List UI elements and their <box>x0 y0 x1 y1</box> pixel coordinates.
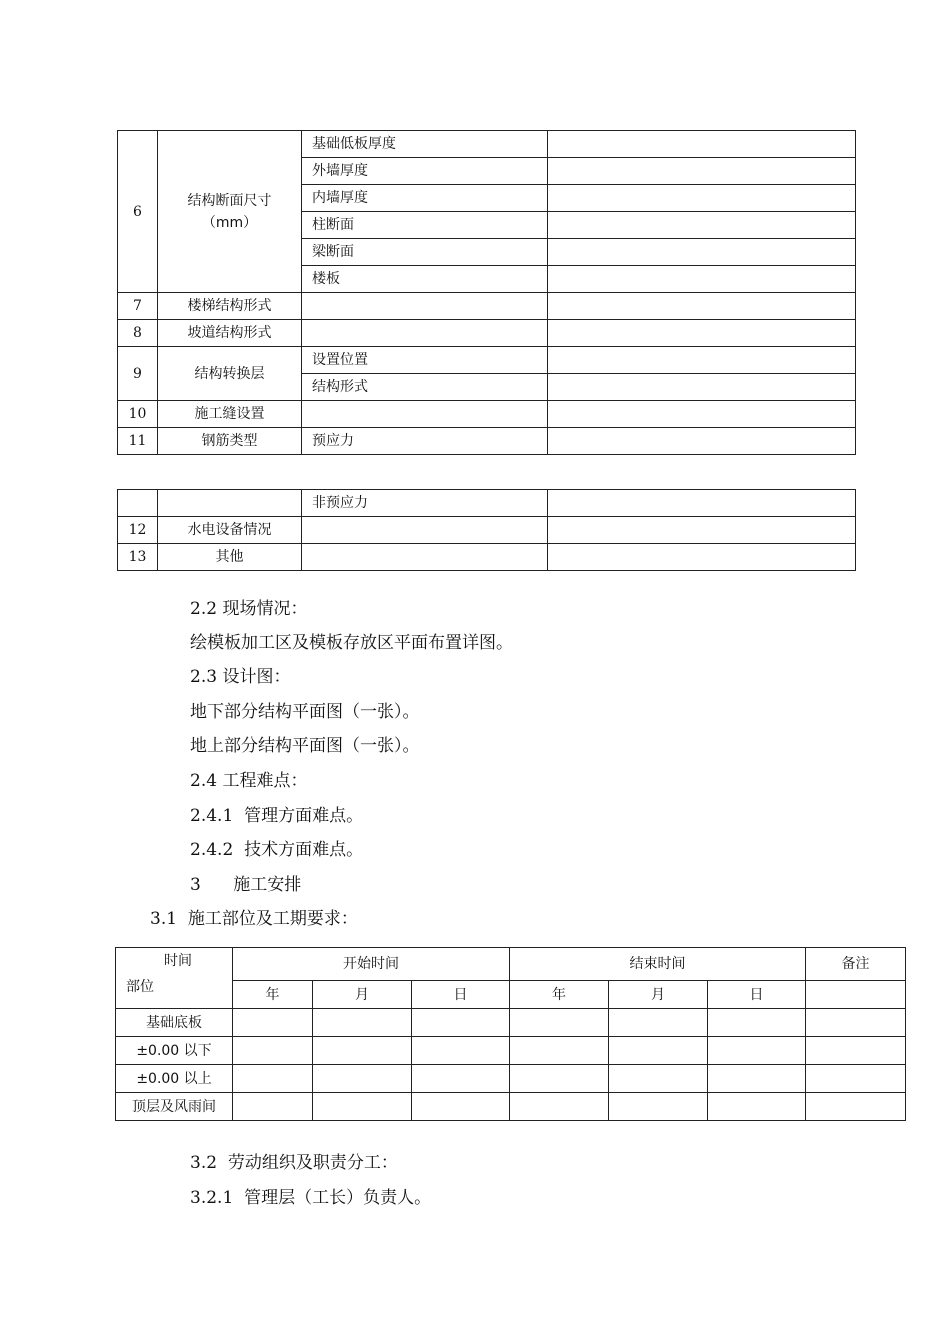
end-time-header: 结束时间 <box>510 948 806 981</box>
row-label: 坡道结构形式 <box>158 320 302 347</box>
cell <box>510 1009 609 1037</box>
cell <box>233 1093 313 1121</box>
schedule-table <box>115 947 906 1121</box>
table-row <box>116 1093 906 1121</box>
cell <box>708 1065 806 1093</box>
sub-item: 设置位置 <box>302 347 548 374</box>
value-cell <box>548 320 856 347</box>
row-label: 其他 <box>158 544 302 571</box>
value-cell <box>548 347 856 374</box>
section-heading: 2.2 现场情况： <box>190 599 308 619</box>
row-number: 8 <box>118 320 158 347</box>
sub-item <box>302 517 548 544</box>
section-heading: 2.3 设计图： <box>190 667 291 687</box>
cell <box>233 1009 313 1037</box>
value-cell <box>548 401 856 428</box>
row-number: 10 <box>118 401 158 428</box>
corner-header <box>116 948 233 1009</box>
cell <box>412 1093 510 1121</box>
note-cell <box>806 981 906 1009</box>
part-label: 基础底板 <box>116 1009 233 1037</box>
cell <box>609 1009 708 1037</box>
row-number: 7 <box>118 293 158 320</box>
cell <box>412 1037 510 1065</box>
value-cell <box>548 517 856 544</box>
row-label <box>158 131 302 293</box>
day-header: 日 <box>412 981 510 1009</box>
paragraph: 2.4.1 管理方面难点。 <box>190 806 364 826</box>
table-row <box>116 1009 906 1037</box>
table-row <box>118 401 856 428</box>
row-label <box>158 490 302 517</box>
value-cell <box>548 293 856 320</box>
table-row <box>118 293 856 320</box>
sub-item: 预应力 <box>302 428 548 455</box>
month-header: 月 <box>609 981 708 1009</box>
part-label: ±0.00 以下 <box>116 1037 233 1065</box>
table-row <box>118 347 856 374</box>
cell <box>806 1065 906 1093</box>
table-row <box>118 131 856 158</box>
value-cell <box>548 131 856 158</box>
table-row <box>116 1037 906 1065</box>
cell <box>313 1037 412 1065</box>
row-number: 13 <box>118 544 158 571</box>
sub-item <box>302 401 548 428</box>
table-row <box>118 320 856 347</box>
section-heading: 3.2 劳动组织及职责分工： <box>190 1153 398 1173</box>
table-row <box>116 1065 906 1093</box>
cell <box>313 1009 412 1037</box>
corner-bottom-label: 部位 <box>126 979 154 995</box>
day-header: 日 <box>708 981 806 1009</box>
row-label: 施工缝设置 <box>158 401 302 428</box>
cell <box>806 1093 906 1121</box>
cell <box>806 1037 906 1065</box>
table-header-row <box>116 981 906 1009</box>
row-label: 钢筋类型 <box>158 428 302 455</box>
sub-item <box>302 320 548 347</box>
cell <box>510 1065 609 1093</box>
month-header: 月 <box>313 981 412 1009</box>
part-label: ±0.00 以上 <box>116 1065 233 1093</box>
cell <box>609 1093 708 1121</box>
table-header-row <box>116 948 906 981</box>
value-cell <box>548 374 856 401</box>
label-line: （mm） <box>201 214 258 231</box>
paragraph: 地下部分结构平面图（一张）。 <box>190 702 420 722</box>
note-header: 备注 <box>806 948 906 981</box>
cell <box>412 1065 510 1093</box>
year-header: 年 <box>510 981 609 1009</box>
cell <box>806 1009 906 1037</box>
part-label: 顶层及风雨间 <box>116 1093 233 1121</box>
start-time-header: 开始时间 <box>233 948 510 981</box>
value-cell <box>548 212 856 239</box>
sub-item <box>302 544 548 571</box>
cell <box>708 1037 806 1065</box>
page-break-gap <box>110 465 870 487</box>
paragraph: 2.4.2 技术方面难点。 <box>190 840 364 860</box>
sub-item: 结构形式 <box>302 374 548 401</box>
table-row <box>118 517 856 544</box>
cell <box>708 1009 806 1037</box>
paragraph: 地上部分结构平面图（一张）。 <box>190 736 420 756</box>
cell <box>510 1037 609 1065</box>
table-row <box>118 544 856 571</box>
cell <box>609 1037 708 1065</box>
row-number: 12 <box>118 517 158 544</box>
cell <box>233 1065 313 1093</box>
corner-top-label: 时间 <box>164 953 192 969</box>
sub-item: 柱断面 <box>302 212 548 239</box>
sub-item: 非预应力 <box>302 490 548 517</box>
sub-item: 梁断面 <box>302 239 548 266</box>
section-heading: 2.4 工程难点： <box>190 771 308 791</box>
label-line: 结构断面尺寸 <box>187 192 272 209</box>
sub-item: 内墙厚度 <box>302 185 548 212</box>
row-number: 9 <box>118 347 158 401</box>
value-cell <box>548 428 856 455</box>
value-cell <box>548 158 856 185</box>
sub-item: 基础低板厚度 <box>302 131 548 158</box>
section-heading: 3 施工安排 <box>190 875 302 895</box>
row-number: 11 <box>118 428 158 455</box>
structure-table-continued <box>117 489 856 571</box>
value-cell <box>548 266 856 293</box>
value-cell <box>548 239 856 266</box>
row-number: 6 <box>118 131 158 293</box>
value-cell <box>548 490 856 517</box>
cell <box>412 1009 510 1037</box>
cell <box>708 1093 806 1121</box>
table-row <box>118 428 856 455</box>
sub-item <box>302 293 548 320</box>
structure-table <box>117 130 856 455</box>
row-label: 楼梯结构形式 <box>158 293 302 320</box>
cell <box>609 1065 708 1093</box>
cell <box>233 1037 313 1065</box>
sub-item: 楼板 <box>302 266 548 293</box>
cell <box>510 1093 609 1121</box>
paragraph: 3.2.1 管理层（工长）负责人。 <box>190 1188 432 1208</box>
value-cell <box>548 185 856 212</box>
table-row <box>118 490 856 517</box>
row-label: 水电设备情况 <box>158 517 302 544</box>
year-header: 年 <box>233 981 313 1009</box>
row-number <box>118 490 158 517</box>
value-cell <box>548 544 856 571</box>
paragraph: 绘模板加工区及模板存放区平面布置详图。 <box>190 633 513 653</box>
cell <box>313 1093 412 1121</box>
section-heading: 3.1 施工部位及工期要求： <box>150 909 358 929</box>
row-label: 结构转换层 <box>158 347 302 401</box>
sub-item: 外墙厚度 <box>302 158 548 185</box>
cell <box>313 1065 412 1093</box>
